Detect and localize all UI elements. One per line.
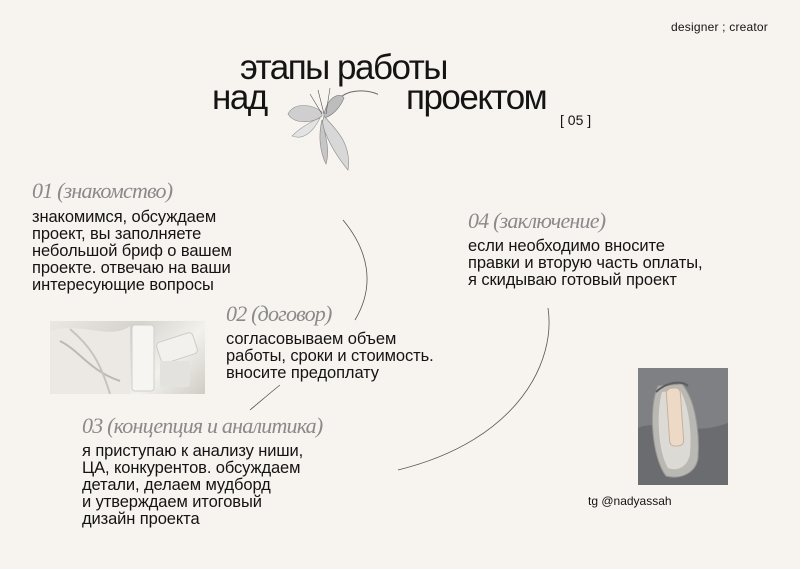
stage-03-line: детали, делаем мудборд (82, 476, 271, 494)
connector-curve-2 (250, 385, 280, 410)
stage-03-line: я приступаю к анализу ниши, (82, 442, 304, 460)
stage-03-line: и утверждаем итоговый (82, 493, 262, 511)
stage-02 (226, 301, 434, 382)
page-title-line2-left: над (212, 78, 267, 117)
stage-02-line: вносите предоплату (226, 364, 379, 382)
stage-03-line: дизайн проекта (82, 510, 200, 528)
page-title-line1: этапы работы (240, 48, 447, 87)
stage-02-text (226, 331, 434, 382)
stage-01-line: проекте. отвечаю на ваши (32, 259, 231, 277)
stage-03-line: ЦА, конкурентов. обсуждаем (82, 459, 301, 477)
stage-04 (468, 208, 702, 289)
stage-03-title: 03 (концепция и аналитика) (82, 413, 323, 438)
stage-02-title: 02 (договор) (226, 301, 332, 326)
stage-01-line: проект, вы заполняете (32, 225, 202, 243)
stage-01-line: небольшой бриф о вашем (32, 242, 232, 260)
telegram-contact: tg @nadyassah (588, 494, 672, 508)
stage-04-line: если необходимо вносите (468, 237, 665, 255)
stage-02-line: согласовываем объем (226, 330, 397, 348)
stage-04-title: 04 (заключение) (468, 208, 606, 233)
stage-01-text (32, 209, 232, 294)
brand-tagline: designer ; creator (671, 20, 768, 34)
page-number: [ 05 ] (560, 112, 592, 128)
page-title-line2-right: проектом (406, 78, 547, 117)
stage-04-line: я скидываю готовый проект (468, 271, 677, 289)
stage-04-text (468, 238, 702, 289)
stage-01-line: интересующие вопросы (32, 276, 214, 294)
stage-02-line: работы, сроки и стоимость. (226, 347, 434, 365)
stage-03 (82, 413, 322, 528)
stage-01-line: знакомимся, обсуждаем (32, 208, 217, 226)
bedding-cosmetics-photo (50, 321, 205, 394)
stage-01 (32, 178, 232, 294)
stage-03-text (82, 443, 322, 528)
pouch-tube-photo (638, 368, 728, 485)
stage-04-line: правки и вторую часть оплаты, (468, 254, 703, 272)
lily-flower-image (282, 84, 378, 180)
stage-01-title: 01 (знакомство) (32, 178, 173, 203)
